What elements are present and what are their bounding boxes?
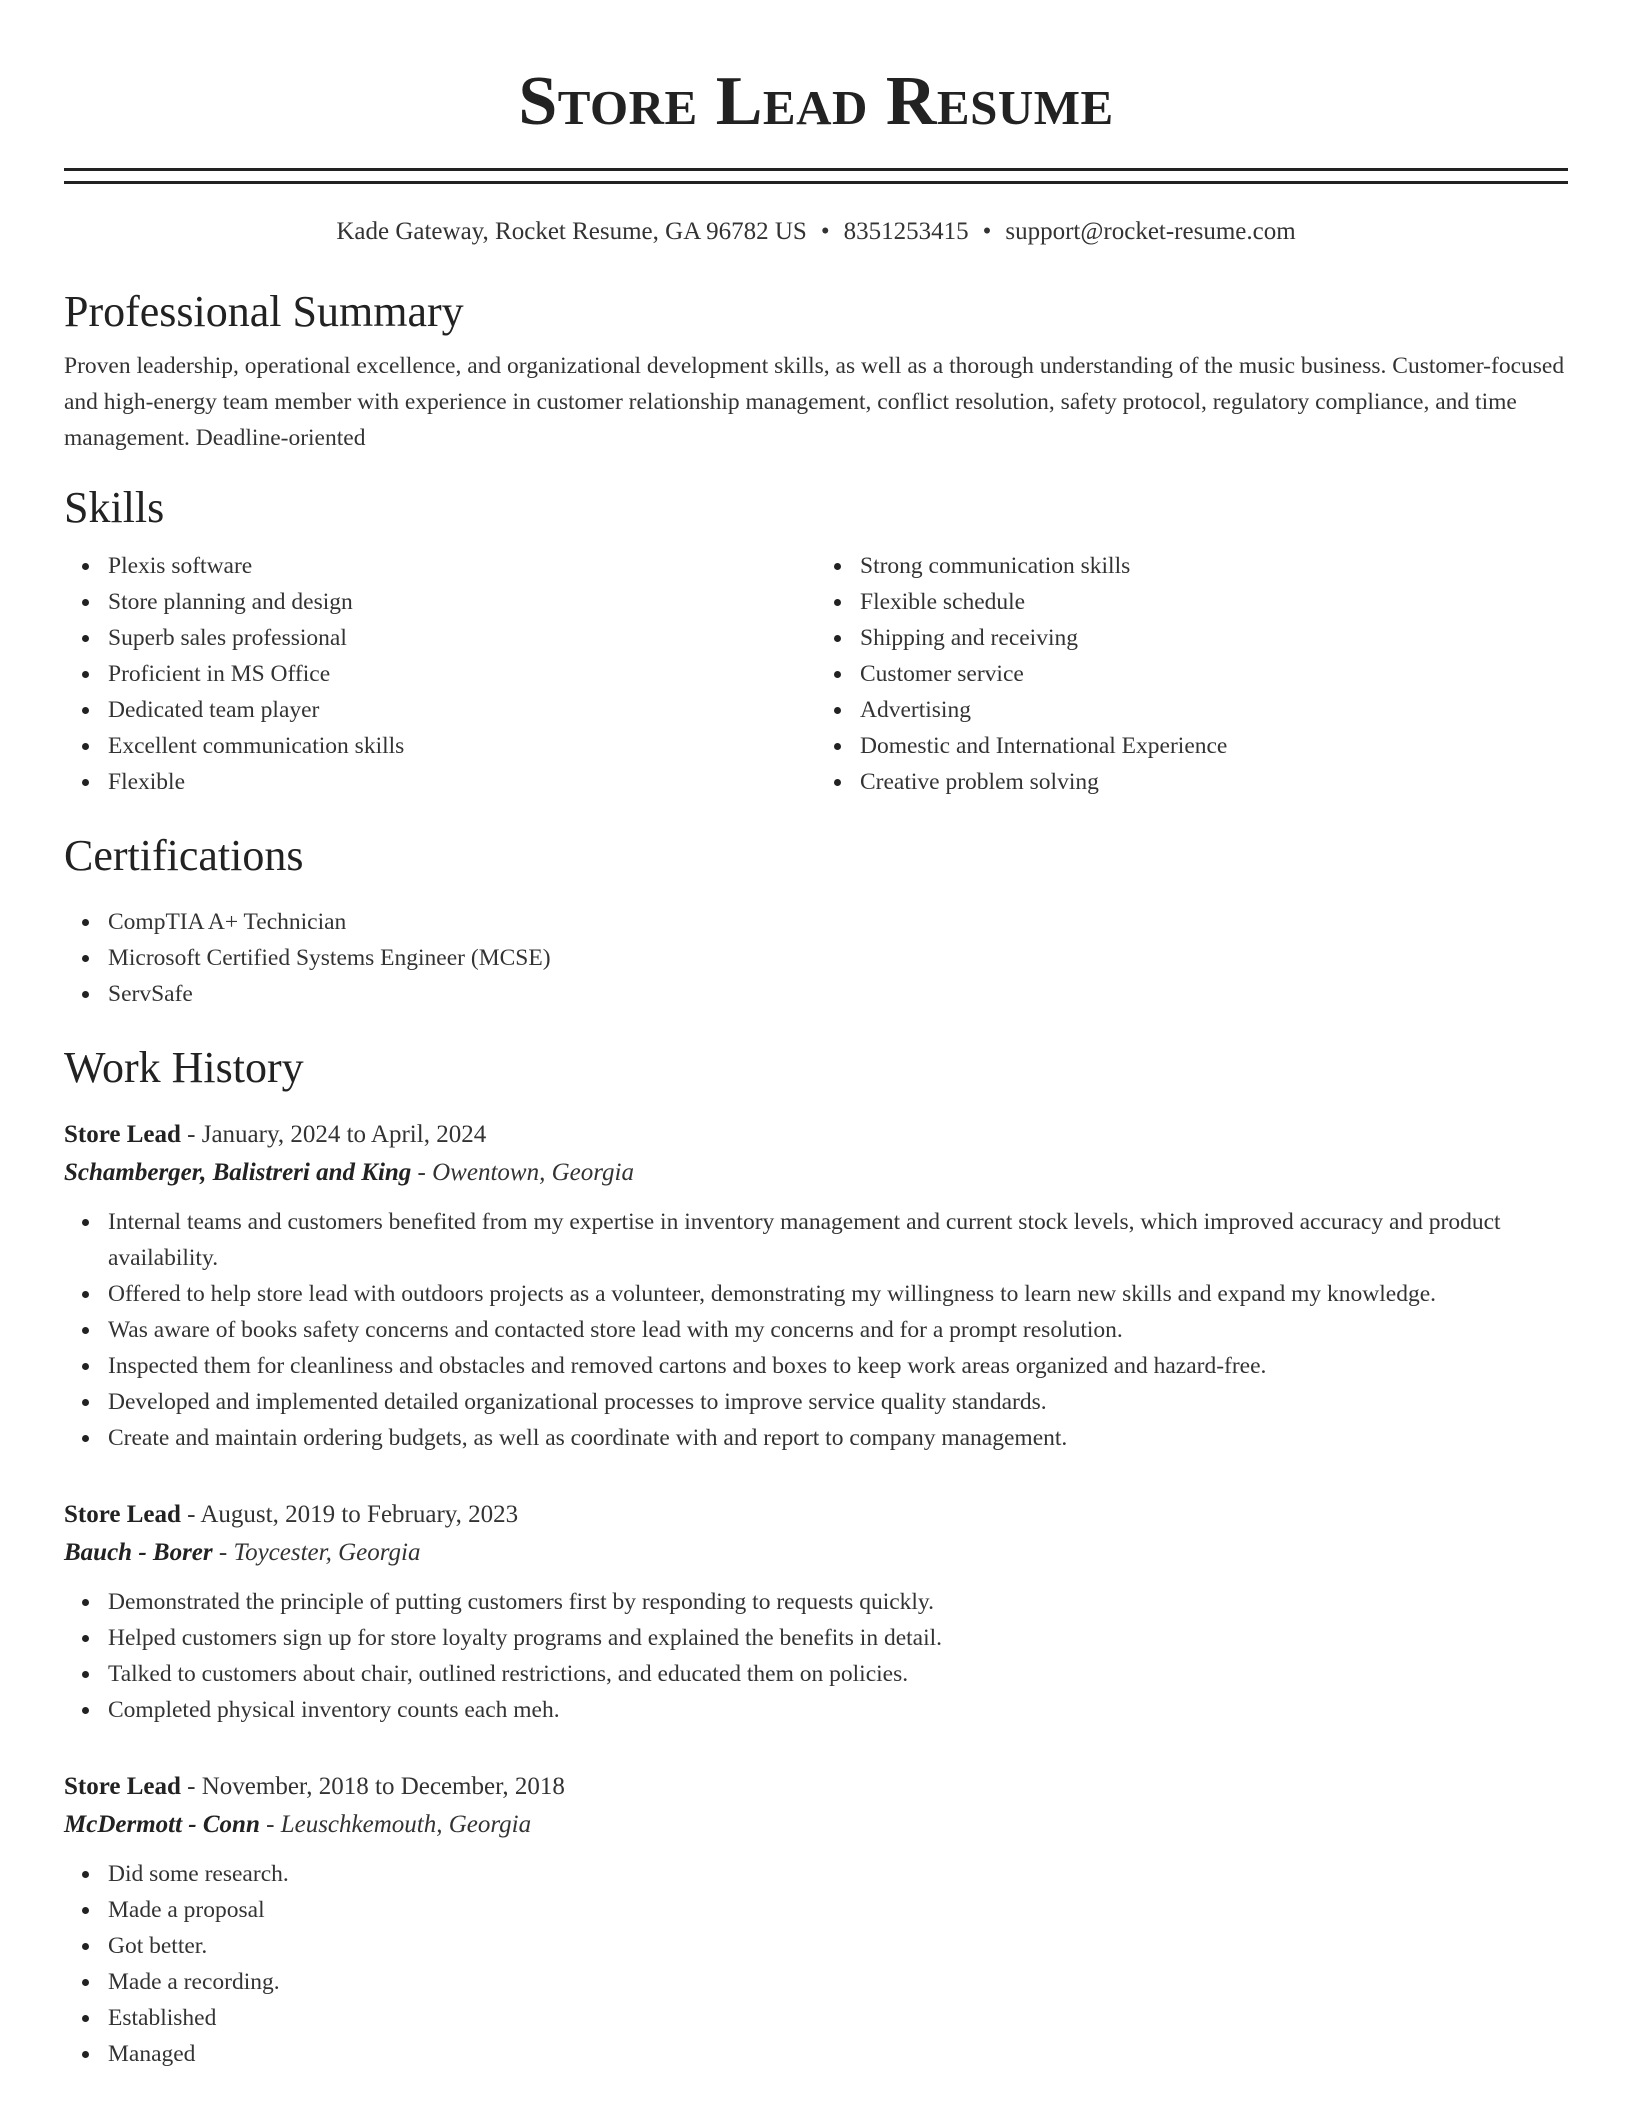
summary-text: Proven leadership, operational excellence, and organizational development skills, as well as a thorough understanding of the music business. Customer-focused and high-energy team member with experience in customer relationship management, conflict resolution, safety protocol, regulatory compliance, and time management. Deadline-oriented — [64, 353, 1565, 451]
job-bullet: Was aware of books safety concerns and contacted store lead with my concerns and for a prompt resolution. — [108, 1312, 1568, 1348]
job-bullet: Managed — [108, 2036, 1568, 2072]
certification-item: CompTIA A+ Technician — [108, 904, 1568, 940]
certification-item: Microsoft Certified Systems Engineer (MCSE) — [108, 940, 1568, 976]
job-company: McDermott - Conn — [64, 1811, 260, 1838]
job-bullet: Demonstrated the principle of putting customers first by responding to requests quickly. — [108, 1584, 1568, 1620]
skills-heading: Skills — [64, 483, 165, 532]
job-dash: - — [180, 1773, 202, 1800]
job-bullet: Internal teams and customers benefited from my expertise in inventory management and current stock levels, which improved accuracy and product availability. — [108, 1204, 1568, 1276]
job-bullet: Offered to help store lead with outdoors projects as a volunteer, demonstrating my willingness to learn new skills and expand my knowledge. — [108, 1276, 1568, 1312]
skill-item: Creative problem solving — [860, 764, 1568, 800]
job-entry — [64, 1116, 1568, 1456]
job-company: Bauch - Borer — [64, 1539, 213, 1566]
job-bullets — [64, 1856, 1568, 2072]
title-double-rule — [64, 168, 1568, 184]
skill-item: Customer service — [860, 656, 1568, 692]
skills-list-right — [816, 548, 1568, 800]
job-bullet: Talked to customers about chair, outlined restrictions, and educated them on policies. — [108, 1656, 1568, 1692]
certifications-list — [64, 904, 1568, 1012]
job-dates: January, 2024 to April, 2024 — [201, 1121, 487, 1148]
certifications-heading: Certifications — [64, 831, 304, 880]
job-bullet: Established — [108, 2000, 1568, 2036]
job-company: Schamberger, Balistreri and King — [64, 1159, 412, 1186]
job-bullet: Helped customers sign up for store loyalty programs and explained the benefits in detail. — [108, 1620, 1568, 1656]
job-bullet: Inspected them for cleanliness and obstacles and removed cartons and boxes to keep work areas organized and hazard-free. — [108, 1348, 1568, 1384]
certification-item: ServSafe — [108, 976, 1568, 1012]
job-location: Leuschkemouth, Georgia — [280, 1811, 532, 1838]
job-dash: - — [180, 1121, 202, 1148]
skills-columns — [64, 548, 1568, 800]
job-title-line — [64, 1768, 1568, 1806]
contact-separator: • — [820, 218, 830, 245]
job-bullet: Made a proposal — [108, 1892, 1568, 1928]
skill-item: Dedicated team player — [108, 692, 816, 728]
contact-email: support@rocket-resume.com — [1005, 218, 1296, 245]
job-dash: - — [411, 1159, 433, 1186]
job-company-line — [64, 1534, 1568, 1572]
skills-list-left — [64, 548, 816, 800]
job-bullet: Developed and implemented detailed organizational processes to improve service quality standards. — [108, 1384, 1568, 1420]
work-history-heading: Work History — [64, 1043, 304, 1092]
job-title: Store Lead — [64, 1121, 181, 1148]
job-company-line — [64, 1806, 1568, 1844]
job-dash: - — [180, 1501, 201, 1528]
job-dates: August, 2019 to February, 2023 — [200, 1501, 519, 1528]
skill-item: Proficient in MS Office — [108, 656, 816, 692]
job-title-line — [64, 1496, 1568, 1534]
skill-item: Domestic and International Experience — [860, 728, 1568, 764]
skill-item: Excellent communication skills — [108, 728, 816, 764]
job-bullet: Create and maintain ordering budgets, as well as coordinate with and report to company management. — [108, 1420, 1568, 1456]
skill-item: Flexible schedule — [860, 584, 1568, 620]
skill-item: Flexible — [108, 764, 816, 800]
skill-item: Store planning and design — [108, 584, 816, 620]
resume-title: Store Lead Resume — [518, 63, 1114, 140]
contact-separator: • — [982, 218, 992, 245]
skill-item: Advertising — [860, 692, 1568, 728]
job-bullets — [64, 1204, 1568, 1456]
job-bullet: Got better. — [108, 1928, 1568, 1964]
skill-item: Superb sales professional — [108, 620, 816, 656]
job-location: Owentown, Georgia — [432, 1159, 634, 1186]
work-history-list — [64, 1116, 1568, 2072]
job-location: Toycester, Georgia — [233, 1539, 421, 1566]
skill-item: Strong communication skills — [860, 548, 1568, 584]
contact-address: Kade Gateway, Rocket Resume, GA 96782 US — [336, 218, 807, 245]
contact-line — [64, 216, 1568, 248]
job-dash: - — [212, 1539, 234, 1566]
contact-phone: 8351253415 — [843, 218, 969, 245]
job-dates: November, 2018 to December, 2018 — [201, 1773, 565, 1800]
job-bullet: Did some research. — [108, 1856, 1568, 1892]
skill-item: Shipping and receiving — [860, 620, 1568, 656]
skill-item: Plexis software — [108, 548, 816, 584]
job-entry — [64, 1768, 1568, 2072]
job-dash: - — [259, 1811, 281, 1838]
summary-heading: Professional Summary — [64, 287, 464, 336]
job-company-line — [64, 1154, 1568, 1192]
job-title-line — [64, 1116, 1568, 1154]
job-entry — [64, 1496, 1568, 1728]
job-title: Store Lead — [64, 1501, 181, 1528]
job-title: Store Lead — [64, 1773, 181, 1800]
job-bullet: Made a recording. — [108, 1964, 1568, 2000]
job-bullets — [64, 1584, 1568, 1728]
job-bullet: Completed physical inventory counts each meh. — [108, 1692, 1568, 1728]
